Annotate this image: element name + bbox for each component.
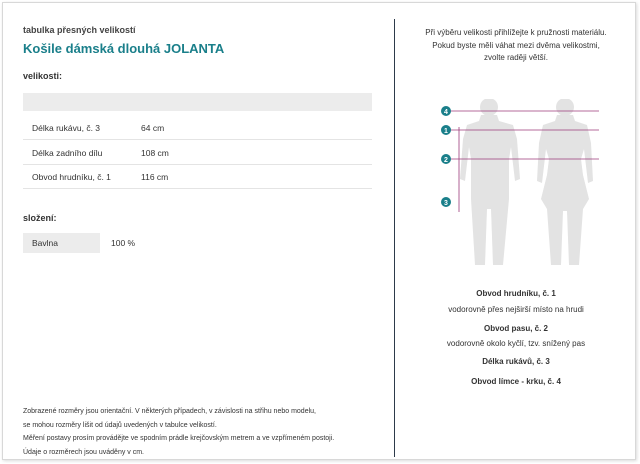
product-title: Košile dámská dlouhá JOLANTA bbox=[23, 41, 225, 56]
row-label: Obvod hrudníku, č. 1 bbox=[32, 172, 111, 182]
legend-chest-title: Obvod hrudníku, č. 1 bbox=[476, 289, 556, 298]
male-silhouette-icon bbox=[460, 99, 520, 265]
legend-chest-desc: vodorovně přes nejširší místo na hrudi bbox=[448, 305, 584, 314]
row-value: 64 cm bbox=[141, 123, 165, 133]
female-silhouette-icon bbox=[537, 99, 593, 265]
note-line: Měření postavy prosím provádějte ve spodním prádle krejčovským metrem a ve vzpřímeném postoji. bbox=[23, 435, 335, 442]
marker-2 bbox=[441, 154, 451, 164]
composition-label: složení: bbox=[23, 213, 57, 223]
legend-sleeve-title: Délka rukávů, č. 3 bbox=[482, 357, 550, 366]
size-chart-panel bbox=[2, 2, 636, 460]
legend-waist-desc: vodorovně okolo kyčlí, tzv. snížený pas bbox=[446, 339, 586, 348]
hint-line: zvolte raději větší. bbox=[483, 53, 549, 62]
note-line: Údaje o rozměrech jsou uváděny v cm. bbox=[23, 448, 144, 456]
marker-label: 4 bbox=[444, 109, 448, 116]
size-table-section bbox=[23, 3, 373, 459]
legend-collar-title: Obvod límce - krku, č. 4 bbox=[471, 377, 561, 386]
note-line: Zobrazené rozměry jsou orientační. V některých případech, v závislosti na střihu nebo modelu, bbox=[23, 408, 316, 415]
chart-subtitle: tabulka přesných velikostí bbox=[23, 25, 136, 35]
row-value: 108 cm bbox=[141, 148, 169, 158]
size-hint bbox=[395, 27, 637, 65]
marker-1 bbox=[441, 125, 451, 135]
table-row bbox=[23, 115, 372, 140]
sizes-label: velikosti: bbox=[23, 71, 63, 81]
material-name: Bavlna bbox=[32, 238, 58, 248]
marker-4 bbox=[441, 106, 451, 116]
body-silhouette-figure bbox=[441, 99, 611, 271]
table-row bbox=[23, 164, 372, 189]
measurement-note bbox=[23, 405, 383, 459]
hint-line: Při výběru velikosti přihlížejte k pružnosti materiálu. bbox=[425, 28, 607, 37]
material-percent: 100 % bbox=[111, 238, 136, 248]
marker-label: 3 bbox=[444, 200, 448, 207]
row-label: Délka rukávu, č. 3 bbox=[32, 123, 101, 133]
row-value: 116 cm bbox=[141, 172, 169, 182]
row-label: Délka zadního dílu bbox=[32, 148, 103, 158]
legend-waist-title: Obvod pasu, č. 2 bbox=[483, 324, 548, 333]
note-line: se mohou rozměry lišit od údajů uvedených v tabulce velikostí. bbox=[23, 421, 217, 429]
material-cell bbox=[23, 233, 100, 253]
marker-label: 2 bbox=[444, 157, 448, 164]
measurement-guide-section bbox=[395, 3, 637, 459]
marker-label: 1 bbox=[444, 128, 448, 135]
sizes-table-header bbox=[23, 93, 372, 111]
table-row bbox=[23, 140, 372, 165]
hint-line: Pokud byste měli váhat mezi dvěma velikostmi, bbox=[432, 40, 600, 50]
marker-3 bbox=[441, 197, 451, 207]
